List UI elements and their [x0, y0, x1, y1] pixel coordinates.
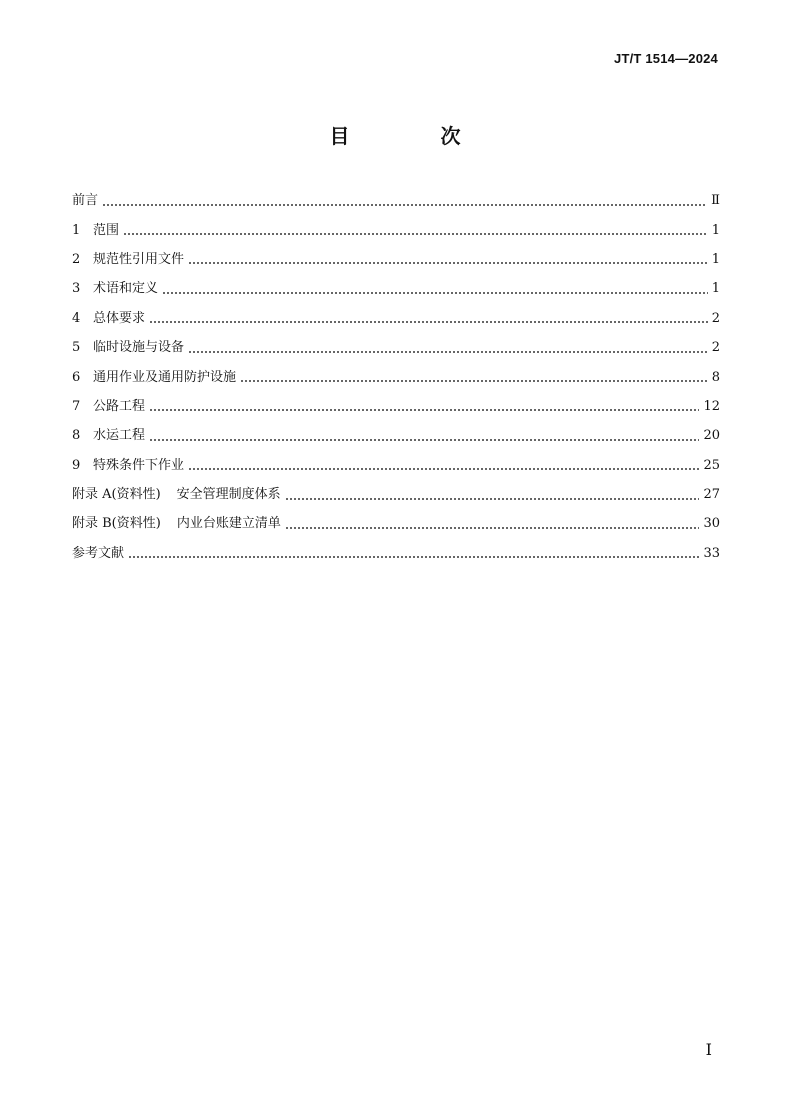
toc-entry-title: 参考文献: [72, 545, 125, 561]
toc-entry[interactable]: [72, 186, 720, 215]
toc-dot-leader: [149, 439, 699, 441]
toc-dot-leader: [188, 351, 708, 353]
toc-entry-label: [72, 253, 184, 266]
toc-entry[interactable]: [72, 392, 720, 421]
toc-entry-label: [72, 282, 158, 295]
toc-entry-label: [72, 371, 236, 384]
toc-list: [72, 186, 720, 568]
toc-dot-leader: [240, 380, 708, 382]
toc-entry-title: 总体要求: [93, 310, 146, 326]
toc-entry-label: [72, 194, 98, 207]
toc-entry-appendix-prefix: 附录 B(资料性): [72, 516, 161, 532]
toc-entry[interactable]: [72, 362, 720, 391]
toc-entry[interactable]: [72, 333, 720, 362]
toc-entry-label: [72, 488, 281, 501]
toc-entry-number: 6: [72, 369, 81, 385]
toc-entry-page-number: 2: [711, 310, 720, 326]
toc-entry-label: [72, 224, 119, 237]
toc-entry-page-number: 20: [703, 428, 720, 444]
page-folio: I: [705, 1040, 712, 1059]
toc-entry-title: 安全管理制度体系: [176, 487, 281, 503]
toc-dot-leader: [285, 527, 700, 529]
toc-entry-label: [72, 312, 145, 325]
toc-dot-leader: [149, 321, 708, 323]
toc-entry-page-number: 1: [711, 251, 720, 267]
toc-entry[interactable]: [72, 215, 720, 244]
toc-entry-label: [72, 547, 124, 560]
toc-entry-page-number: 33: [703, 545, 720, 561]
toc-dot-leader: [162, 292, 708, 294]
toc-entry-title: 规范性引用文件: [93, 251, 185, 267]
toc-entry-page-number: Ⅱ: [711, 193, 720, 209]
toc-entry-title: 水运工程: [93, 428, 146, 444]
toc-entry-page-number: 12: [703, 398, 720, 414]
toc-entry-label: [72, 400, 145, 413]
toc-entry[interactable]: [72, 274, 720, 303]
toc-entry-title: 术语和定义: [93, 281, 159, 297]
standard-code: JT/T 1514—2024: [614, 51, 718, 66]
toc-entry-page-number: 30: [703, 516, 720, 532]
toc-entry-number: 8: [72, 428, 81, 444]
toc-entry[interactable]: [72, 539, 720, 568]
toc-entry[interactable]: [72, 451, 720, 480]
toc-entry-title: 特殊条件下作业: [93, 457, 185, 473]
toc-entry-title: 临时设施与设备: [93, 340, 185, 356]
toc-entry-appendix-prefix: 附录 A(资料性): [72, 487, 161, 503]
toc-entry-page-number: 8: [711, 369, 720, 385]
toc-dot-leader: [128, 556, 699, 558]
toc-entry-title: 内业台账建立清单: [176, 516, 281, 532]
toc-entry-number: 2: [72, 251, 81, 267]
toc-entry-number: 5: [72, 340, 81, 356]
toc-entry-label: [72, 459, 184, 472]
toc-entry-title: 公路工程: [93, 398, 146, 414]
toc-entry-number: 4: [72, 310, 81, 326]
toc-dot-leader: [188, 468, 699, 470]
toc-dot-leader: [149, 409, 699, 411]
toc-dot-leader: [285, 498, 700, 500]
toc-entry-label: [72, 341, 184, 354]
toc-entry-number: 3: [72, 281, 81, 297]
toc-dot-leader: [123, 233, 708, 235]
toc-dot-leader: [102, 204, 707, 206]
toc-entry-title: 通用作业及通用防护设施: [93, 369, 237, 385]
toc-entry-page-number: 27: [703, 487, 720, 503]
toc-entry-number: 1: [72, 222, 81, 238]
toc-entry-number: 9: [72, 457, 81, 473]
toc-entry[interactable]: [72, 480, 720, 509]
toc-entry-number: 7: [72, 398, 81, 414]
toc-entry-title: 范围: [93, 222, 120, 238]
toc-entry-label: [72, 517, 281, 530]
toc-entry-page-number: 1: [711, 281, 720, 297]
toc-entry-title: 前言: [72, 193, 99, 209]
toc-title: 目 次: [329, 124, 503, 148]
toc-entry[interactable]: [72, 245, 720, 274]
toc-dot-leader: [188, 262, 708, 264]
toc-entry-page-number: 1: [711, 222, 720, 238]
toc-entry-page-number: 25: [703, 457, 720, 473]
toc-entry[interactable]: [72, 509, 720, 538]
toc-entry[interactable]: [72, 421, 720, 450]
toc-entry[interactable]: [72, 304, 720, 333]
toc-entry-label: [72, 429, 145, 442]
toc-entry-page-number: 2: [711, 340, 720, 356]
